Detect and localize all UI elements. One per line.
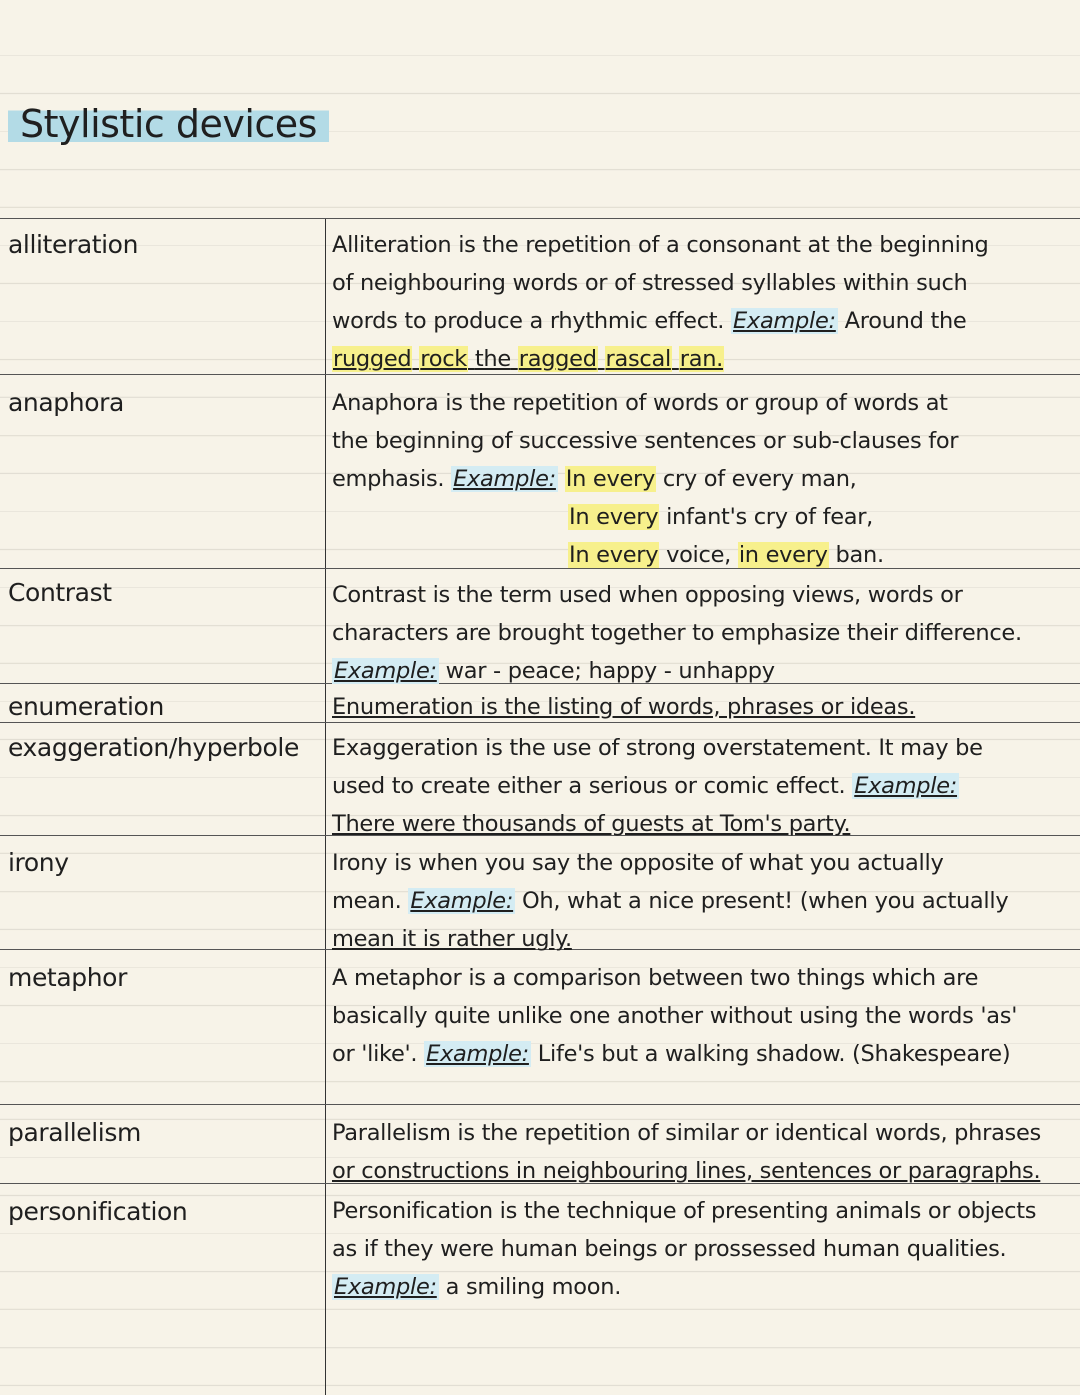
example-label: Example: bbox=[334, 1274, 437, 1300]
example-line bbox=[332, 652, 1064, 690]
definition-text: mean. bbox=[332, 888, 402, 914]
definition-line: Anaphora is the repetition of words or group of words at bbox=[332, 390, 948, 416]
table-top-border bbox=[0, 218, 1080, 219]
highlighted-word: rugged bbox=[333, 346, 412, 372]
example-line: mean it is rather ugly. bbox=[332, 926, 572, 952]
highlighted-phrase: in every bbox=[738, 542, 828, 568]
example-line bbox=[332, 1268, 1064, 1306]
row-divider bbox=[0, 1104, 1080, 1105]
example-text: cry of every man, bbox=[662, 466, 857, 492]
example-line bbox=[332, 536, 1064, 574]
term-exaggeration: exaggeration/hyperbole bbox=[8, 733, 299, 762]
definition-metaphor bbox=[332, 959, 1064, 1073]
definition-line: Parallelism is the repetition of similar or identical words, phrases bbox=[332, 1120, 1041, 1146]
term-alliteration: alliteration bbox=[8, 230, 139, 259]
definition-exaggeration bbox=[332, 729, 1064, 843]
example-label: Example: bbox=[334, 658, 437, 684]
definition-text: emphasis. bbox=[332, 466, 445, 492]
definition-parallelism bbox=[332, 1114, 1064, 1190]
definition-line: basically quite unlike one another without using the words 'as' bbox=[332, 1003, 1018, 1029]
definition-anaphora bbox=[332, 384, 1064, 574]
definition-personification bbox=[332, 1192, 1064, 1306]
definition-line: or constructions in neighbouring lines, sentences or paragraphs. bbox=[332, 1158, 1041, 1184]
definition-line bbox=[332, 302, 1064, 340]
example-word: the bbox=[474, 346, 511, 372]
definition-line: Alliteration is the repetition of a consonant at the beginning bbox=[332, 232, 989, 258]
definition-line bbox=[332, 460, 1064, 498]
example-label: Example: bbox=[733, 308, 836, 334]
term-personification: personification bbox=[8, 1197, 188, 1226]
highlighted-word: rascal bbox=[605, 346, 671, 372]
definition-line: the beginning of successive sentences or sub-clauses for bbox=[332, 428, 959, 454]
example-text: infant's cry of fear, bbox=[666, 504, 874, 530]
example-text: war - peace; happy - unhappy bbox=[445, 658, 775, 684]
example-text: Around the bbox=[844, 308, 967, 334]
definition-line bbox=[332, 767, 1064, 805]
definition-enumeration bbox=[332, 688, 1064, 726]
example-text: voice, bbox=[666, 542, 731, 568]
definition-line bbox=[332, 1035, 1064, 1073]
definition-line: Irony is when you say the opposite of what you actually bbox=[332, 850, 944, 876]
example-label: Example: bbox=[410, 888, 514, 914]
definition-text: or 'like'. bbox=[332, 1041, 418, 1067]
highlighted-phrase: In every bbox=[569, 542, 659, 568]
page-title: Stylistic devices bbox=[8, 100, 329, 148]
example-label: Example: bbox=[426, 1041, 529, 1067]
definition-line: characters are brought together to emphasize their difference. bbox=[332, 620, 1022, 646]
definition-alliteration bbox=[332, 226, 1064, 378]
example-line bbox=[332, 340, 1064, 378]
example-label: Example: bbox=[453, 466, 556, 492]
term-metaphor: metaphor bbox=[8, 963, 127, 992]
column-divider bbox=[325, 218, 326, 1395]
definition-line bbox=[332, 882, 1064, 920]
highlighted-word: ragged bbox=[518, 346, 597, 372]
highlighted-phrase: In every bbox=[565, 466, 655, 492]
example-text: Life's but a walking shadow. (Shakespeare) bbox=[537, 1041, 1011, 1067]
definition-line: Personification is the technique of presenting animals or objects bbox=[332, 1198, 1037, 1224]
example-text: Oh, what a nice present! (when you actually bbox=[521, 888, 1009, 914]
term-irony: irony bbox=[8, 848, 69, 877]
definition-line: of neighbouring words or of stressed syllables within such bbox=[332, 270, 968, 296]
definition-text: words to produce a rhythmic effect. bbox=[332, 308, 725, 334]
definition-contrast bbox=[332, 576, 1064, 690]
definition-line: as if they were human beings or prossessed human qualities. bbox=[332, 1236, 1007, 1262]
definition-text: used to create either a serious or comic effect. bbox=[332, 773, 846, 799]
highlighted-phrase: In every bbox=[569, 504, 659, 530]
definition-line: Enumeration is the listing of words, phrases or ideas. bbox=[332, 694, 916, 720]
highlighted-word: ran. bbox=[679, 346, 724, 372]
example-text: ban. bbox=[835, 542, 884, 568]
example-text: a smiling moon. bbox=[445, 1274, 622, 1300]
term-enumeration: enumeration bbox=[8, 692, 164, 721]
definition-line: Exaggeration is the use of strong overstatement. It may be bbox=[332, 735, 983, 761]
definition-irony bbox=[332, 844, 1064, 958]
example-label: Example: bbox=[854, 773, 958, 799]
term-anaphora: anaphora bbox=[8, 388, 124, 417]
highlighted-word: rock bbox=[420, 346, 467, 372]
term-parallelism: parallelism bbox=[8, 1118, 141, 1147]
definition-line: A metaphor is a comparison between two things which are bbox=[332, 965, 979, 991]
example-line bbox=[332, 498, 1064, 536]
definition-line: Contrast is the term used when opposing views, words or bbox=[332, 582, 963, 608]
example-line: There were thousands of guests at Tom's party. bbox=[332, 811, 851, 837]
term-contrast: Contrast bbox=[8, 578, 112, 607]
